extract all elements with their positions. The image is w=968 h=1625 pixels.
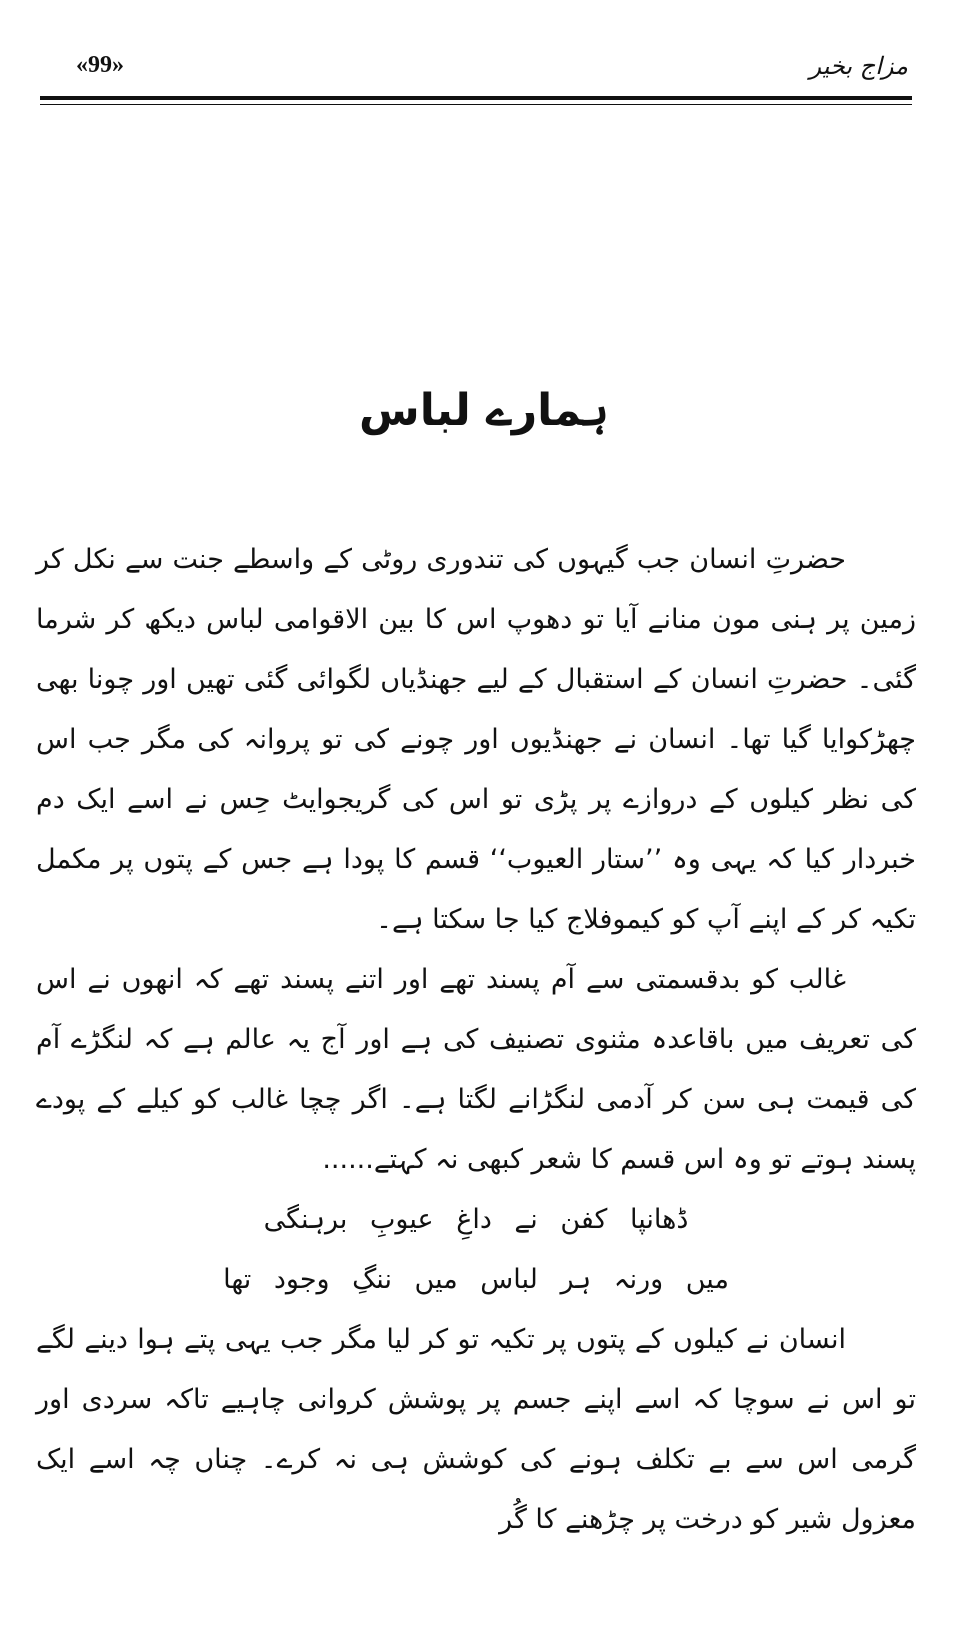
paragraph-2: غالب کو بدقسمتی سے آم پسند تھے اور اتنے پسند تھے کہ انھوں نے اس کی تعریف میں باقاعدہ مثنوی تصنیف کی ہے اور آج یہ عالم ہے کہ لنگڑے آم کی قیمت ہی سن کر آدمی لنگڑانے لگتا ہے۔ اگر چچا غالب کو کیلے کے پودے پسند ہوتے تو وہ اس قسم کا شعر کبھی نہ کہتے...... — [36, 964, 916, 1175]
paragraph-1: حضرتِ انسان جب گیہوں کی تندوری روٹی کے واسطے جنت سے نکل کر زمین پر ہنی مون منانے آیا تو دھوپ اس کا بین الاقوامی لباس دیکھ کر شرما گئی۔ حضرتِ انسان کے استقبال کے لیے جھنڈیاں لگوائی گئی تھیں اور چونا بھی چھڑکوایا گیا تھا۔ انسان نے جھنڈیوں اور چونے کی تو پروانہ کی مگر جب اس کی نظر کیلوں کے دروازے پر پڑی تو اس کی گریجوایٹ حِس نے اسے ایک دم خبردار کیا کہ یہی وہ ’’ستار العیوب‘‘ قسم کا پودا ہے جس کے پتوں پر مکمل تکیہ کر کے اپنے آپ کو کیموفلاج کیا جا سکتا ہے۔ — [36, 544, 916, 935]
page-header — [40, 52, 908, 92]
header-rule-thick — [40, 96, 912, 100]
verse-line-2: میں ورنہ ہر لباس میں ننگِ وجود تھا — [223, 1264, 729, 1295]
page-number: «99» — [76, 52, 124, 78]
chapter-title: ہمارے لباس — [359, 385, 609, 436]
paragraph-3: انسان نے کیلوں کے پتوں پر تکیہ تو کر لیا مگر جب یہی پتے ہوا دینے لگے تو اس نے سوچا کہ اسے اپنے جسم پر پوشش کروانی چاہیے تاکہ سردی اور گرمی اس سے بے تکلف ہونے کی کوشش ہی نہ کرے۔ چناں چہ اسے ایک معزول شیر کو درخت پر چڑھنے کا گُر — [36, 1324, 916, 1535]
header-rule-thin — [40, 104, 912, 105]
running-book-title: مزاج بخیر — [809, 52, 908, 80]
body-text — [36, 530, 916, 1550]
verse-line-1: ڈھانپا کفن نے داغِ عیوبِ برہنگی — [263, 1204, 689, 1235]
